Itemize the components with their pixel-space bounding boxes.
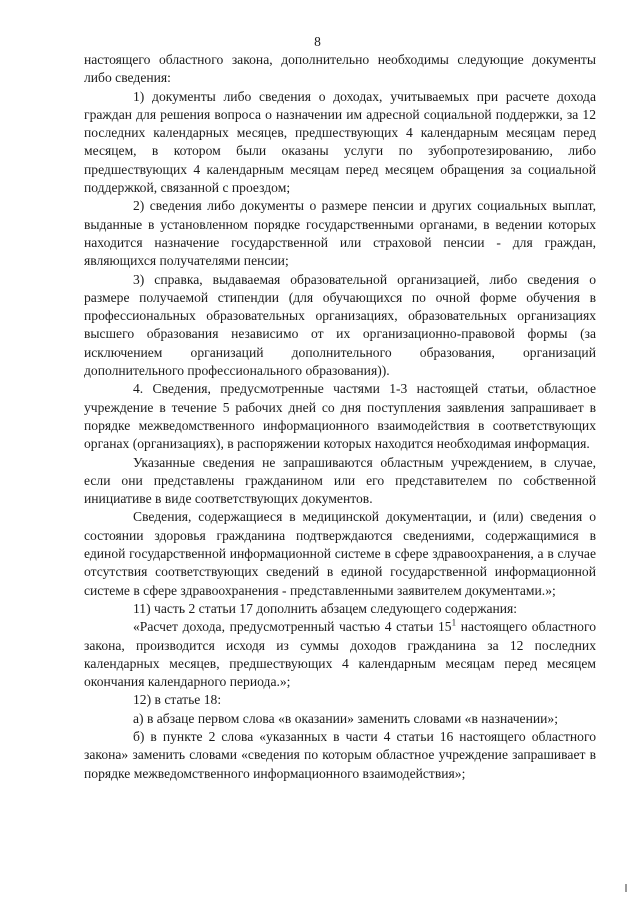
amendment-12a: а) в абзаце первом слова «в оказании» заменить словами «в назначении»; xyxy=(133,710,558,726)
list-item-2: 2) сведения либо документы о размере пенсии и других социальных выплат, выданные в установленном порядке государственными органами, в ведении которых находится назначение государственной или страховой пенсии - для граждан, являющихся получателями пенсии; xyxy=(84,198,596,269)
paragraph-intro: настоящего областного закона, дополнительно необходимы следующие документы либо сведения: xyxy=(84,52,596,86)
paragraph-part-4: 4. Сведения, предусмотренные частями 1-3 настоящей статьи, областное учреждение в течение 5 рабочих дней со дня поступления заявления запрашивает в порядке межведомственного информационного взаимодействия в соответствующих органах (организациях), в распоряжении которых находится необходимая информация. xyxy=(84,381,596,452)
document-body xyxy=(84,51,596,783)
quote-text-start: «Расчет дохода, предусмотренный частью 4 статьи 15 xyxy=(133,619,452,635)
scan-margin-mark xyxy=(625,884,627,892)
page-number: 8 xyxy=(314,34,321,49)
superscript-article-number: 1 xyxy=(451,617,457,628)
paragraph-medical: Сведения, содержащиеся в медицинской документации, и (или) сведения о состоянии здоровья гражданина подтверждаются сведениями, содержащимися в единой государственной информационной системе в сфере здравоохранения, а в случае отсутствия соответствующих сведений в единой государственной информационной системе в сфере здравоохранения - представленными заявителем документами.»; xyxy=(84,509,596,598)
amendment-12b: б) в пункте 2 слова «указанных в части 4 статьи 16 настоящего областного закона» заменить словами «сведения по которым областное учреждение запрашивает в порядке межведомственного информационного взаимодействия»; xyxy=(84,728,596,781)
quote-text-end: настоящего областного закона, производится исходя из суммы доходов гражданина за 12 последних календарных месяцев, предшествующих 4 календарным месяцам перед месяцем окончания календарного периода.»; xyxy=(84,619,596,690)
paragraph-not-requested: Указанные сведения не запрашиваются областным учреждением, в случае, если они представлены гражданином или его представителем по собственной инициативе в виде соответствующих документов. xyxy=(84,454,596,507)
quoted-amendment-text xyxy=(84,618,596,691)
amendment-11: 11) часть 2 статьи 17 дополнить абзацем следующего содержания: xyxy=(133,600,518,616)
list-item-1: 1) документы либо сведения о доходах, учитываемых при расчете дохода граждан для решения вопроса о назначении им адресной социальной поддержки, за 12 последних календарных месяцев, предшествующих 4 календарным месяцам перед месяцем, в котором были оказаны услуги по зубопротезированию, либо предшествующих 4 календарным месяцам перед месяцем обращения за социальной поддержкой, связанной с проездом; xyxy=(84,88,596,196)
list-item-3: 3) справка, выдаваемая образовательной организацией, либо сведения о размере получаемой стипендии (для обучающихся по очной форме обучения в профессиональных образовательных организациях, образовательных организациях высшего образования независимо от их организационно-правовой формы (за исключением организаций дополнительного образования, организаций дополнительного профессионального образования)). xyxy=(84,271,596,379)
amendment-12: 12) в статье 18: xyxy=(133,692,222,708)
